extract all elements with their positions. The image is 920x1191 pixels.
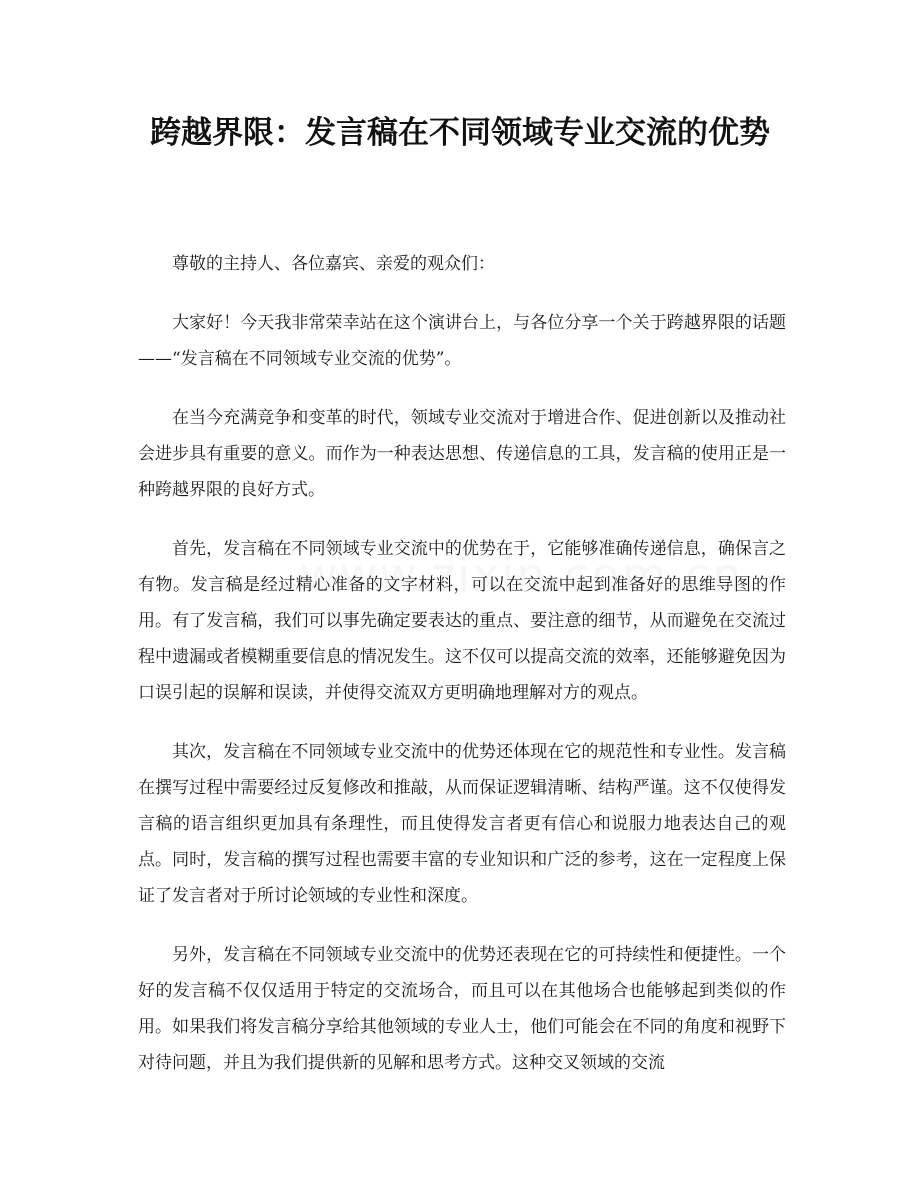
paragraph-second-advantage: 其次，发言稿在不同领域专业交流中的优势还体现在它的规范性和专业性。发言稿在撰写过程中需要经过反复修改和推敲，从而保证逻辑清晰、结构严谨。这不仅使得发言稿的语言组织更加具有条理性，而且使得发言者更有信心和说服力地表达自己的观点。同时，发言稿的撰写过程也需要丰富的专业知识和广泛的参考，这在一定程度上保证了发言者对于所讨论领域的专业性和深度。 <box>138 742 786 906</box>
page-title: 跨越界限：发言稿在不同领域专业交流的优势 <box>150 115 770 151</box>
paragraph-salutation: 尊敬的主持人、各位嘉宾、亲爱的观众们： <box>172 254 495 274</box>
paragraph-first-advantage: 首先，发言稿在不同领域专业交流中的优势在于，它能够准确传递信息，确保言之有物。发言稿是经过精心准备的文字材料，可以在交流中起到准备好的思维导图的作用。有了发言稿，我们可以事先确定要表达的重点、要注意的细节，从而避免在交流过程中遗漏或者模糊重要信息的情况发生。这不仅可以提高交流的效率，还能够避免因为口误引起的误解和误读，并使得交流双方更明确地理解对方的观点。 <box>138 539 786 703</box>
document-body <box>138 246 786 1104</box>
paragraph-greeting: 大家好！今天我非常荣幸站在这个演讲台上，与各位分享一个关于跨越界限的话题——“发言稿在不同领域专业交流的优势”。 <box>138 313 786 369</box>
paragraph-context: 在当今充满竞争和变革的时代，领域专业交流对于增进合作、促进创新以及推动社会进步具有重要的意义。而作为一种表达思想、传递信息的工具，发言稿的使用正是一种跨越界限的良好方式。 <box>138 408 786 500</box>
paragraph-third-advantage: 另外，发言稿在不同领域专业交流中的优势还表现在它的可持续性和便捷性。一个好的发言稿不仅仅适用于特定的交流场合，而且可以在其他场合也能够起到类似的作用。如果我们将发言稿分享给其他领域的专业人士，他们可能会在不同的角度和视野下对待问题，并且为我们提供新的见解和思考方式。这种交叉领域的交流 <box>138 945 786 1073</box>
